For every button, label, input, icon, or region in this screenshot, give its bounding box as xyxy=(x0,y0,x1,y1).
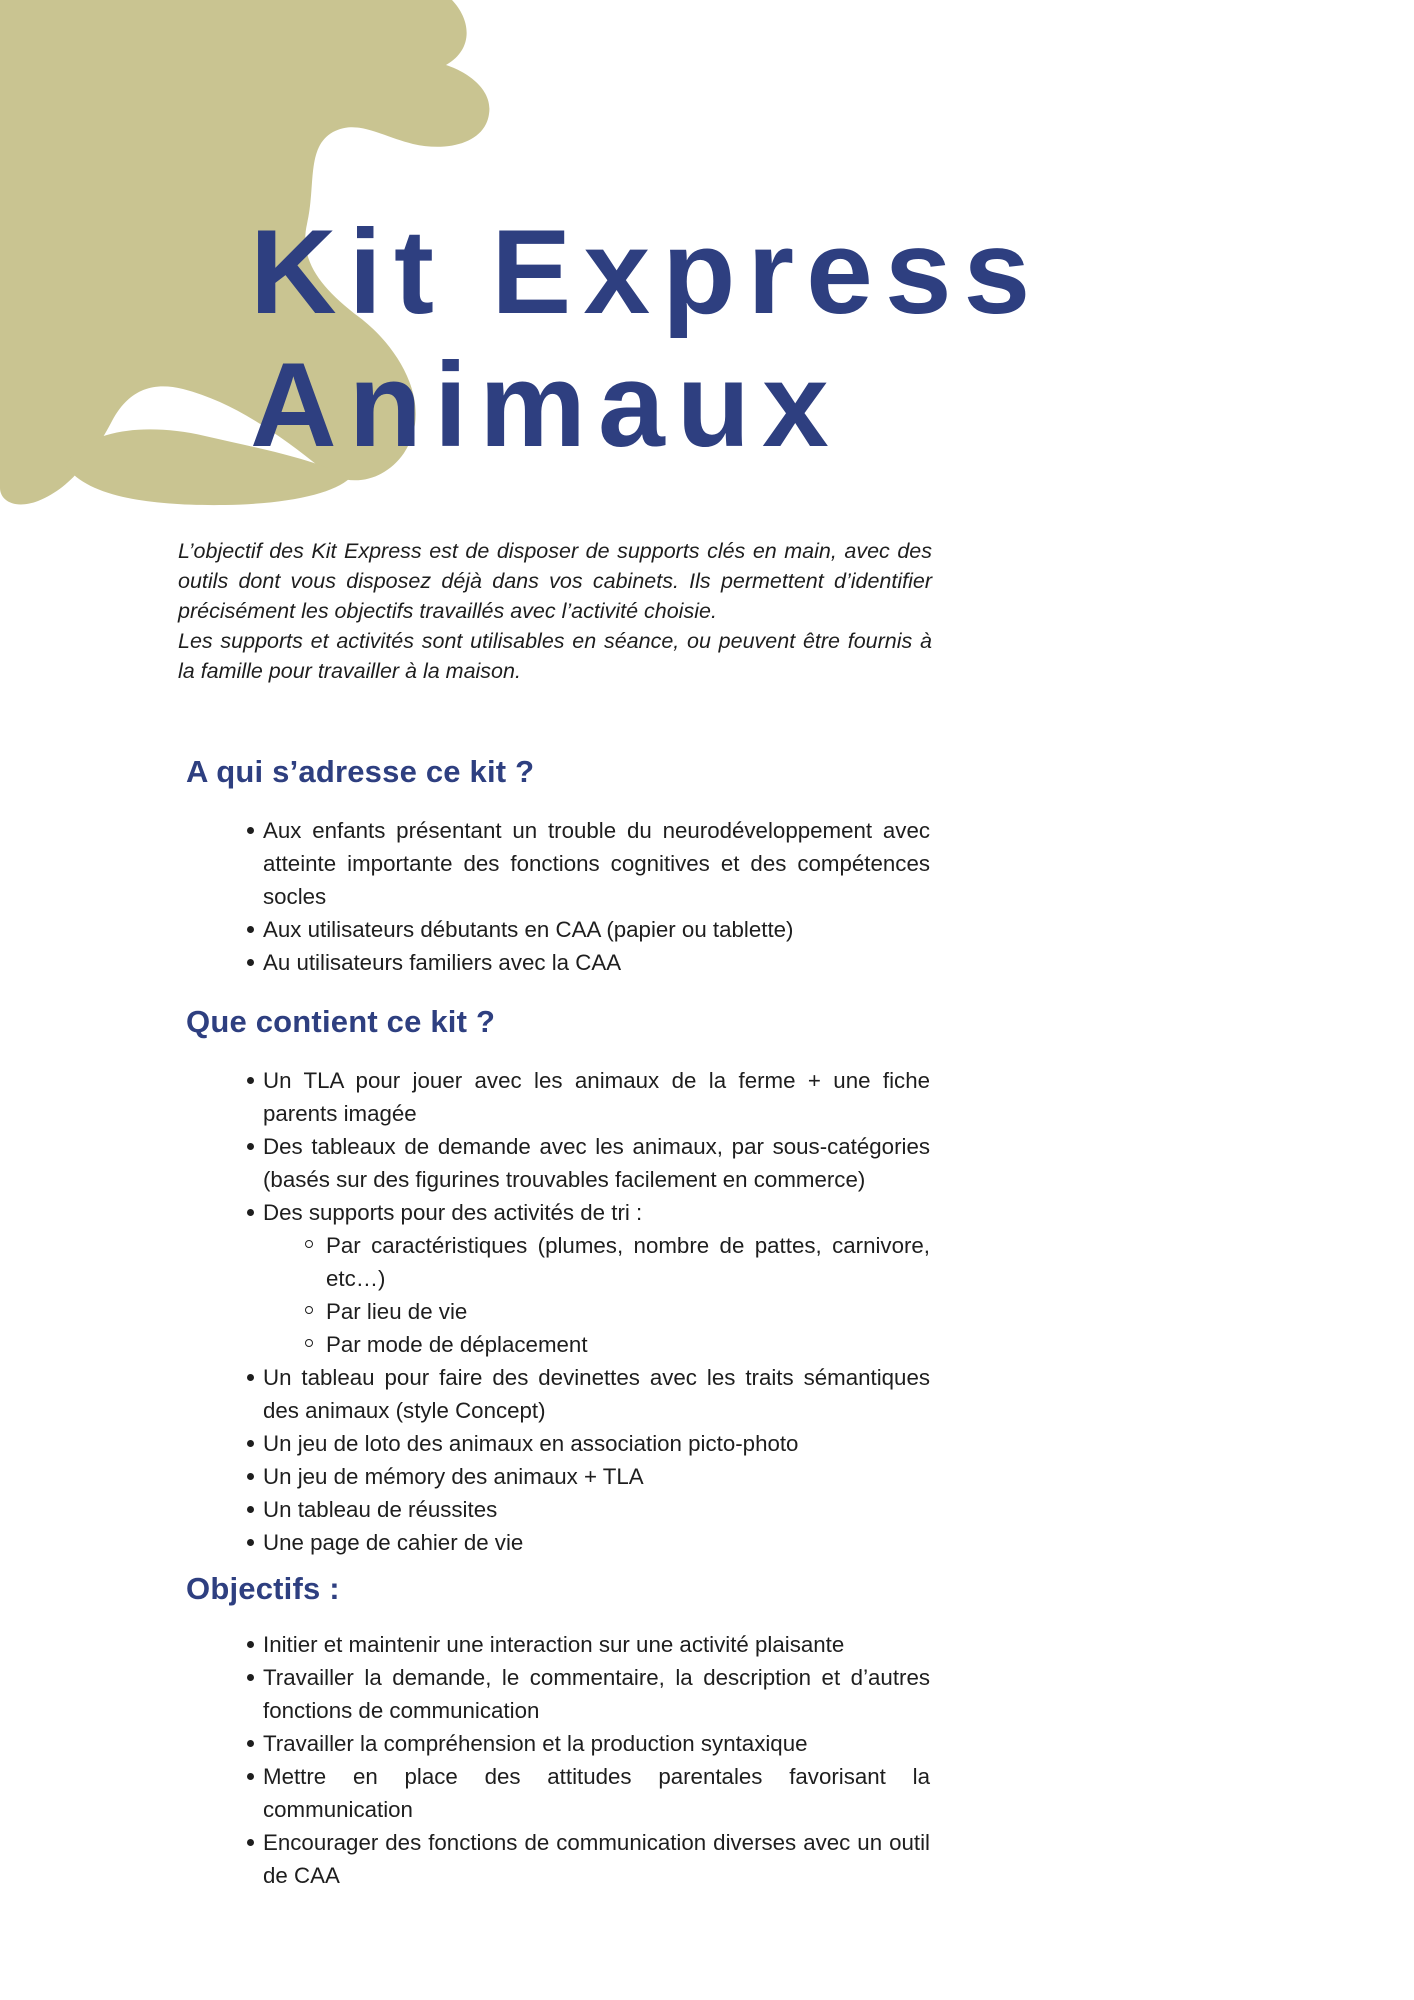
list-item xyxy=(178,946,930,979)
page-title-line-1: Kit Express xyxy=(250,205,1043,339)
list-item-text: Travailler la demande, le commentaire, la description et d’autres fonctions de communication xyxy=(263,1665,930,1723)
list-item-text: Un tableau pour faire des devinettes avec les traits sémantiques des animaux (style Concept) xyxy=(263,1365,930,1423)
sub-list-item xyxy=(263,1295,930,1328)
list-item-text: Un TLA pour jouer avec les animaux de la ferme + une fiche parents imagée xyxy=(263,1068,930,1126)
list-item xyxy=(178,1628,930,1661)
list-item xyxy=(178,913,930,946)
list-item xyxy=(178,1460,930,1493)
list-item-text: Des supports pour des activités de tri : xyxy=(263,1200,643,1225)
bullet-list-audience xyxy=(178,814,930,979)
page-title xyxy=(250,206,1042,472)
sub-list-item-text: Par caractéristiques (plumes, nombre de pattes, carnivore, etc…) xyxy=(326,1233,930,1291)
list-item-text: Aux utilisateurs débutants en CAA (papier ou tablette) xyxy=(263,917,794,942)
sublist-sorting-activities xyxy=(263,1229,930,1361)
intro-paragraph-1: L’objectif des Kit Express est de disposer de supports clés en main, avec des outils dont vous disposez déjà dans vos cabinets. Ils permettent d’identifier précisément les objectifs travaillés avec l’activité choisie. xyxy=(178,539,932,623)
list-item-text: Un jeu de mémory des animaux + TLA xyxy=(263,1464,644,1489)
list-item xyxy=(178,1826,930,1892)
sub-list-item xyxy=(263,1328,930,1361)
list-item-text: Initier et maintenir une interaction sur une activité plaisante xyxy=(263,1632,845,1657)
list-item-text: Au utilisateurs familiers avec la CAA xyxy=(263,950,622,975)
list-item-text: Une page de cahier de vie xyxy=(263,1530,524,1555)
section-heading-audience: A qui s’adresse ce kit ? xyxy=(186,754,535,789)
list-item xyxy=(178,814,930,913)
sub-list-item-text: Par lieu de vie xyxy=(326,1299,468,1324)
list-item-text: Aux enfants présentant un trouble du neurodéveloppement avec atteinte importante des fonctions cognitives et des compétences socles xyxy=(263,818,930,909)
list-item-text: Un jeu de loto des animaux en association picto-photo xyxy=(263,1431,799,1456)
list-item xyxy=(178,1196,930,1361)
list-item xyxy=(178,1493,930,1526)
list-item xyxy=(178,1727,930,1760)
list-item-text: Un tableau de réussites xyxy=(263,1497,498,1522)
list-item-text: Des tableaux de demande avec les animaux, par sous-catégories (basés sur des figurines trouvables facilement en commerce) xyxy=(263,1134,930,1192)
section-heading-contents: Que contient ce kit ? xyxy=(186,1004,496,1039)
list-item-text: Encourager des fonctions de communication diverses avec un outil de CAA xyxy=(263,1830,930,1888)
bullet-list-contents xyxy=(178,1064,930,1559)
intro-paragraph xyxy=(178,536,932,686)
list-item xyxy=(178,1427,930,1460)
list-item xyxy=(178,1661,930,1727)
list-item xyxy=(178,1064,930,1130)
sub-list-item-text: Par mode de déplacement xyxy=(326,1332,588,1357)
list-item xyxy=(178,1130,930,1196)
list-item xyxy=(178,1760,930,1826)
list-item-text: Travailler la compréhension et la production syntaxique xyxy=(263,1731,808,1756)
page-title-line-2: Animaux xyxy=(250,338,841,472)
list-item-text: Mettre en place des attitudes parentales favorisant la communication xyxy=(263,1764,930,1822)
list-item xyxy=(178,1526,930,1559)
intro-paragraph-2: Les supports et activités sont utilisables en séance, ou peuvent être fournis à la famille pour travailler à la maison. xyxy=(178,629,932,683)
list-item xyxy=(178,1361,930,1427)
sub-list-item xyxy=(263,1229,930,1295)
bullet-list-objectives xyxy=(178,1628,930,1892)
section-heading-objectives: Objectifs : xyxy=(186,1571,340,1606)
